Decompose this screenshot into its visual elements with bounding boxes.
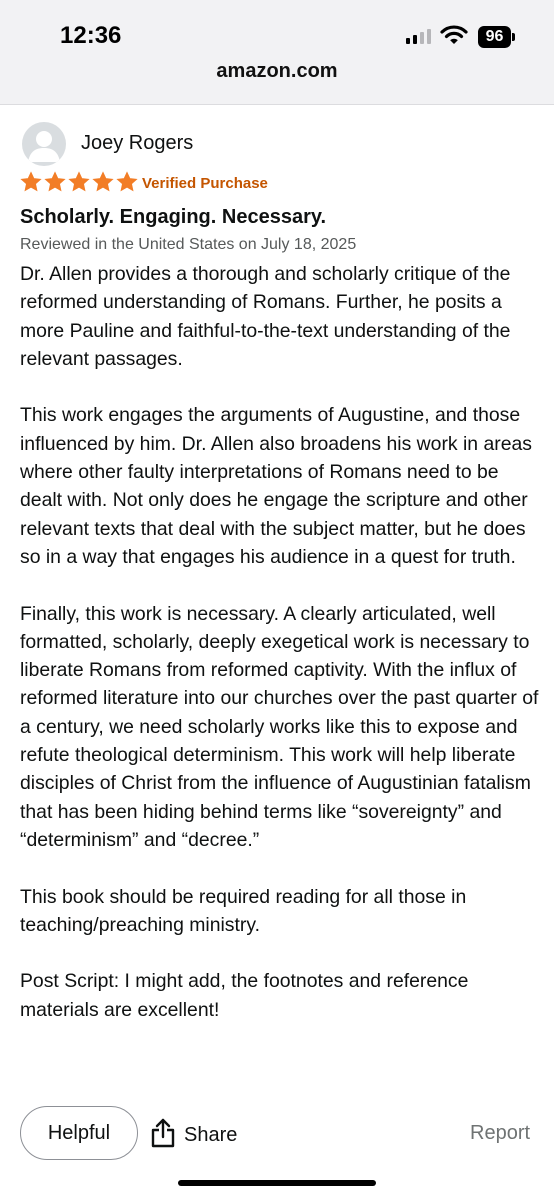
review-body xyxy=(20,260,540,1052)
wifi-icon xyxy=(440,24,468,51)
reviewer-name[interactable]: Joey Rogers xyxy=(81,132,194,154)
star-icon xyxy=(20,171,42,193)
star-icon xyxy=(44,171,66,193)
review-date: Reviewed in the United States on July 18, 2025 xyxy=(20,236,357,253)
share-icon xyxy=(150,1118,176,1153)
verified-purchase-badge: Verified Purchase xyxy=(142,175,268,192)
star-icon xyxy=(92,171,114,193)
review-paragraph: This book should be required reading for all those in teaching/preaching ministry. xyxy=(20,885,467,936)
review-paragraph: Dr. Allen provides a thorough and scholarly critique of the reformed understanding of Romans. Further, he posits a more Pauline and faithful-to-the-text understanding of the relevant passages. xyxy=(20,263,511,370)
share-button[interactable] xyxy=(150,1118,237,1153)
address-bar-url[interactable]: amazon.com xyxy=(216,60,338,82)
battery-tip xyxy=(512,33,515,41)
battery-icon: 96 xyxy=(478,26,511,48)
signal-icon xyxy=(406,29,431,44)
status-time: 12:36 xyxy=(60,22,122,49)
review-paragraph: Finally, this work is necessary. A clearly articulated, well formatted, scholarly, deeply exegetical work is necessary to liberate Romans from reformed captivity. With the influx of reformed literature into our churches over the past quarter of a century, we need scholarly works like this to expose and refute theological determinism. This work will help liberate disciples of Christ from the influence of Augustinian fatalism that has been hiding behind terms like “sovereignty” and “determinism” and “decree.” xyxy=(20,602,539,851)
helpful-button[interactable]: Helpful xyxy=(20,1106,138,1160)
status-bar xyxy=(0,0,554,105)
star-icon xyxy=(116,171,138,193)
review-title: Scholarly. Engaging. Necessary. xyxy=(20,206,327,228)
review-paragraph: This work engages the arguments of Augustine, and those influenced by him. Dr. Allen also broadens his work in areas where other faulty interpretations of Romans need to be dealt with. Not only does he engage the scripture and other relevant texts that deal with the subject matter, but he does so in a way that engages his audience in a quest for truth. xyxy=(20,404,532,568)
home-indicator[interactable] xyxy=(178,1180,376,1186)
report-link[interactable]: Report xyxy=(470,1122,531,1144)
share-label: Share xyxy=(184,1124,238,1146)
review-paragraph: Post Script: I might add, the footnotes and reference materials are excellent! xyxy=(20,970,469,1021)
star-rating xyxy=(20,171,138,193)
star-icon xyxy=(68,171,90,193)
person-icon[interactable] xyxy=(22,122,66,166)
